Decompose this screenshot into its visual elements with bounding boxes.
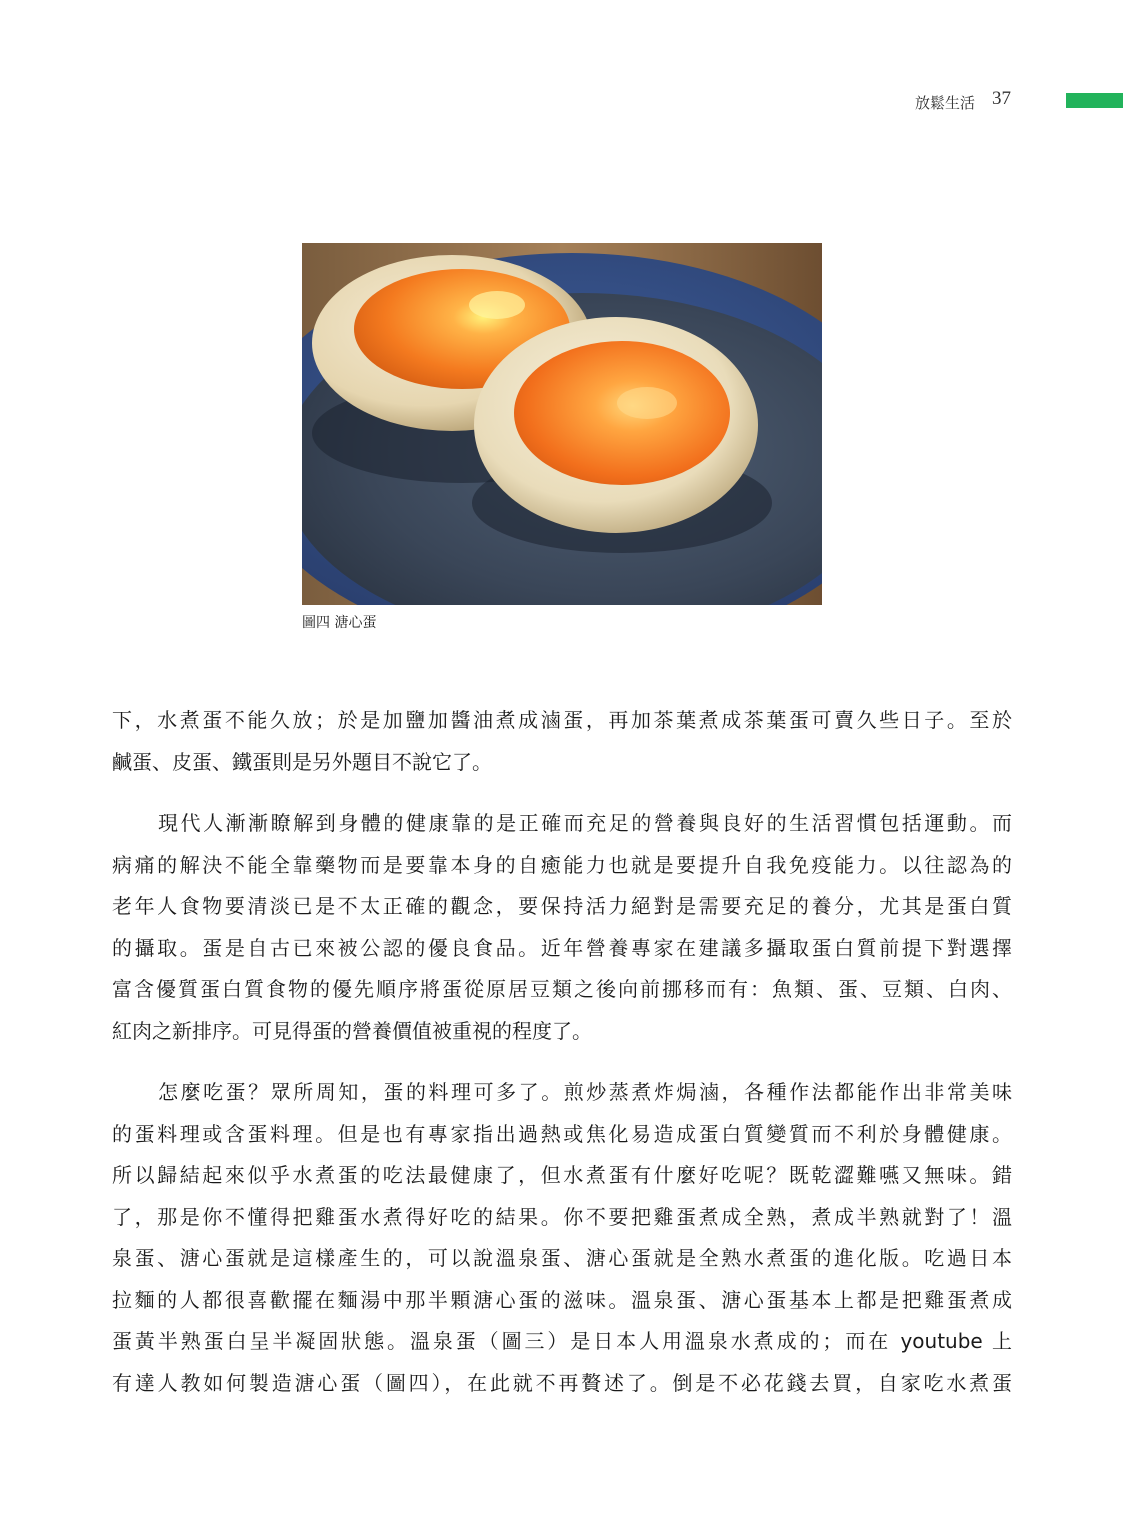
text-line: 所以歸結起來似乎水煮蛋的吃法最健康了，但水煮蛋有什麼好吃呢？既乾澀難嚥又無味。錯 <box>112 1163 1012 1187</box>
body-text <box>112 700 1012 1424</box>
text-line: 泉蛋、溏心蛋就是這樣產生的，可以說溫泉蛋、溏心蛋就是全熟水煮蛋的進化版。吃過日本 <box>112 1246 1012 1270</box>
text-line: 紅肉之新排序。可見得蛋的營養價值被重視的程度了。 <box>112 1018 592 1043</box>
text-line: 病痛的解決不能全靠藥物而是要靠本身的自癒能力也就是要提升自我免疫能力。以往認為的 <box>112 852 1012 877</box>
text-line: 富含優質蛋白質食物的優先順序將蛋從原居豆類之後向前挪移而有：魚類、蛋、豆類、白肉、 <box>112 977 1012 1001</box>
egg-photo-illustration <box>302 243 822 605</box>
header-accent-bar <box>1066 93 1123 108</box>
text-line: 鹹蛋、皮蛋、鐵蛋則是另外題目不說它了。 <box>112 749 492 774</box>
text-line: 蛋黃半熟蛋白呈半凝固狀態。溫泉蛋（圖三）是日本人用溫泉水煮成的；而在 youtube 上 <box>112 1329 1012 1353</box>
text-line: 老年人食物要清淡已是不太正確的觀念，要保持活力絕對是需要充足的養分，尤其是蛋白質 <box>112 894 1012 918</box>
running-header-section: 放鬆生活 <box>914 94 975 112</box>
text-line: 有達人教如何製造溏心蛋（圖四），在此就不再贅述了。倒是不必花錢去買，自家吃水煮蛋 <box>112 1370 1012 1395</box>
text-line: 了，那是你不懂得把雞蛋水煮得好吃的結果。你不要把雞蛋煮成全熟，煮成半熟就對了！溫 <box>112 1204 1012 1229</box>
text-line: 現代人漸漸瞭解到身體的健康靠的是正確而充足的營養與良好的生活習慣包括運動。而 <box>158 811 1012 835</box>
paragraph <box>112 700 1012 783</box>
paragraph <box>112 803 1012 1052</box>
figure-caption: 圖四 溏心蛋 <box>302 615 377 631</box>
text-line: 的蛋料理或含蛋料理。但是也有專家指出過熱或焦化易造成蛋白質變質而不利於身體健康。 <box>112 1121 1012 1146</box>
text-line: 的攝取。蛋是自古已來被公認的優良食品。近年營養專家在建議多攝取蛋白質前提下對選擇 <box>112 935 1012 960</box>
figure-egg-photo <box>302 243 822 605</box>
paragraph <box>112 1072 1012 1404</box>
page-header <box>0 88 1123 118</box>
text-line: 下，水煮蛋不能久放；於是加鹽加醬油煮成滷蛋，再加茶葉煮成茶葉蛋可賣久些日子。至於 <box>112 708 1012 732</box>
text-line: 拉麵的人都很喜歡擺在麵湯中那半顆溏心蛋的滋味。溫泉蛋、溏心蛋基本上都是把雞蛋煮成 <box>112 1287 1012 1312</box>
page-number: 37 <box>992 88 1011 109</box>
text-line: 怎麼吃蛋？眾所周知，蛋的料理可多了。煎炒蒸煮炸焗滷，各種作法都能作出非常美味 <box>158 1080 1012 1104</box>
